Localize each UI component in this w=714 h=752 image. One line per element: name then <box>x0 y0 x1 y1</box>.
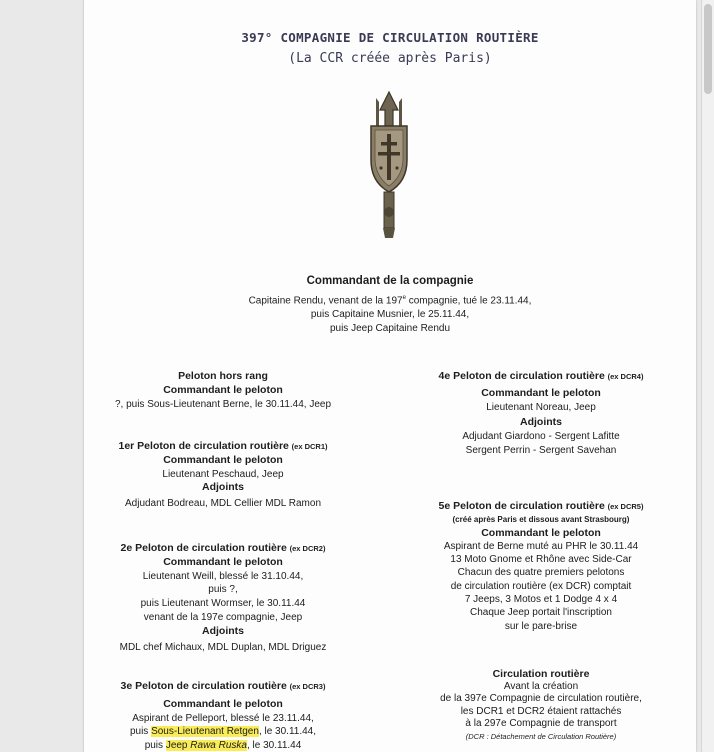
peloton-2 <box>84 542 362 654</box>
document-subtitle: (La CCR créée après Paris) <box>288 51 492 66</box>
document-page <box>84 0 696 752</box>
document-title: 397° COMPAGNIE DE CIRCULATION ROUTIÈRE <box>241 30 539 45</box>
p2-line-4: venant de la 197e compagnie, Jeep <box>143 611 303 623</box>
p2-adj: MDL chef Michaux, MDL Duplan, MDL Driguez <box>119 641 327 653</box>
p1-sub: Commandant le peloton <box>163 453 283 466</box>
command-line-1 <box>84 292 696 308</box>
scrollbar-thumb[interactable] <box>704 4 712 94</box>
peloton-5 <box>406 500 676 633</box>
p3-heading: 3e Peloton de circulation routière <box>120 680 287 692</box>
phr-sub: Commandant le peloton <box>163 383 283 396</box>
p5-line-4: de circulation routière (ex DCR) comptait <box>450 580 632 592</box>
circ-line-2: de la 397e Compagnie de circulation routière, <box>440 693 642 705</box>
p2-tag: (ex DCR2) <box>289 544 326 553</box>
peloton-3 <box>84 680 362 752</box>
unit-insignia-image <box>366 88 412 240</box>
p4-adj-head: Adjoints <box>520 416 562 429</box>
p4-line: Lieutenant Noreau, Jeep <box>486 401 596 413</box>
vertical-scrollbar[interactable] <box>701 0 714 752</box>
p3-highlight-name: Sous-Lieutenant Retgen <box>151 726 259 738</box>
p5-tag: (ex DCR5) <box>607 502 644 511</box>
phr-line: ?, puis Sous-Lieutenant Berne, le 30.11.44, Jeep <box>114 398 332 410</box>
p5-line-3: Chacun des quatre premiers pelotons <box>457 567 625 579</box>
p2-sub: Commandant le peloton <box>163 555 283 568</box>
p5-heading: 5e Peloton de circulation routière <box>438 500 605 512</box>
p3-line-2 <box>84 725 362 739</box>
p5-line-1: Aspirant de Berne muté au PHR le 30.11.44 <box>443 540 639 552</box>
p3-line-2-a: puis <box>129 726 152 738</box>
p3-sub: Commandant le peloton <box>163 697 283 710</box>
p1-heading-row <box>84 440 362 454</box>
p4-heading-row <box>406 370 676 384</box>
peloton-hors-rang <box>84 370 362 411</box>
p1-line: Lieutenant Peschaud, Jeep <box>162 468 284 480</box>
p5-line-6: Chaque Jeep portait l'inscription <box>470 607 612 619</box>
p3-tag: (ex DCR3) <box>289 682 326 691</box>
command-line-1-b: compagnie, tué le 23.11.44, <box>405 295 532 307</box>
command-line-3: puis Jeep Capitaine Rendu <box>329 322 451 334</box>
p5-line-2: 13 Moto Gnome et Rhône avec Side-Car <box>450 554 632 566</box>
p3-line-2-b: , le 30.11.44, <box>258 726 317 738</box>
p4-sub: Commandant le peloton <box>481 386 601 399</box>
p5-line-7: sur le pare-brise <box>504 620 578 632</box>
circ-line-1: Avant la création <box>503 680 579 692</box>
p2-line-3: puis Lieutenant Wormser, le 30.11.44 <box>140 598 306 610</box>
p3-line-1: Aspirant de Pelleport, blessé le 23.11.44, <box>132 712 314 724</box>
p4-tag: (ex DCR4) <box>607 372 644 381</box>
command-line-2: puis Capitaine Musnier, le 25.11.44, <box>310 308 470 320</box>
p3-line-3-b: , le 30.11.44 <box>246 740 302 752</box>
p3-line-3-a: puis <box>144 740 166 752</box>
p4-adj-1: Adjudant Giardono - Sergent Lafitte <box>462 431 620 443</box>
circ-line-3: les DCR1 et DCR2 étaient rattachés <box>460 705 622 717</box>
circ-heading: Circulation routière <box>492 668 590 680</box>
phr-heading: Peloton hors rang <box>178 370 268 382</box>
p1-tag: (ex DCR1) <box>291 442 328 451</box>
p2-heading-row <box>84 542 362 556</box>
command-superscript: e <box>402 294 406 301</box>
peloton-1 <box>84 440 362 511</box>
p4-adj-2: Sergent Perrin - Sergent Savehan <box>465 444 617 456</box>
p3-highlight-jeep <box>166 740 247 751</box>
p4-heading: 4e Peloton de circulation routière <box>438 370 605 382</box>
circulation-routiere <box>406 668 676 744</box>
p5-note: (créé après Paris et dissous avant Strasbourg) <box>452 515 630 525</box>
p5-heading-row <box>406 500 676 513</box>
p5-line-5: 7 Jeeps, 3 Motos et 1 Dodge 4 x 4 <box>464 594 618 606</box>
p1-heading: 1er Peloton de circulation routière <box>118 440 289 452</box>
circ-note: (DCR : Détachement de Circulation Routière) <box>465 731 617 741</box>
p2-heading: 2e Peloton de circulation routière <box>120 542 287 554</box>
command-heading: Commandant de la compagnie <box>306 275 474 287</box>
command-section <box>84 275 696 336</box>
p3-jeep-word: Jeep <box>165 740 191 752</box>
p5-sub: Commandant le peloton <box>481 526 601 539</box>
p1-adj: Adjudant Bodreau, MDL Cellier MDL Ramon <box>124 498 321 510</box>
p2-adj-head: Adjoints <box>202 624 244 637</box>
p3-line-3 <box>84 739 362 752</box>
peloton-4 <box>406 370 676 458</box>
p3-jeep-name: Rawa Ruska <box>190 740 247 752</box>
circ-line-4: à la 297e Compagnie de transport <box>465 718 617 730</box>
command-line-1-a: Capitaine Rendu, venant de la 197 <box>248 295 403 307</box>
p2-line-1: Lieutenant Weill, blessé le 31.10.44, <box>142 570 304 582</box>
p1-adj-head: Adjoints <box>202 481 244 494</box>
p3-heading-row <box>84 680 362 694</box>
p2-line-2: puis ?, <box>208 584 238 596</box>
